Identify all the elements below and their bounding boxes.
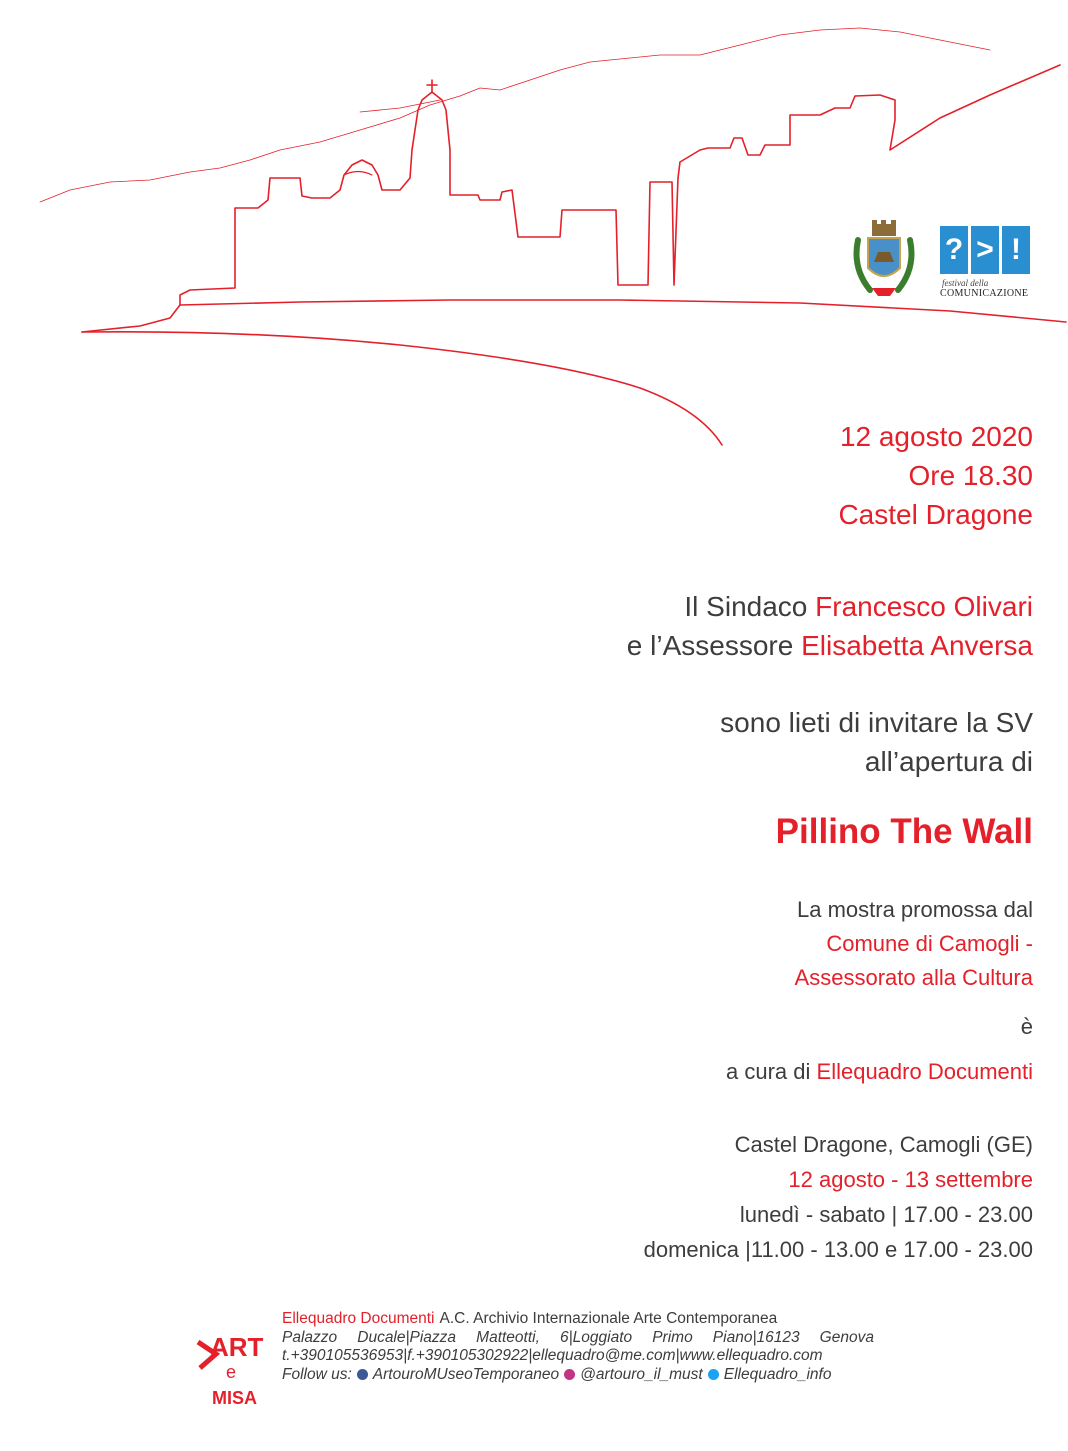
follow-label: Follow us:	[282, 1365, 352, 1383]
mayor-title: Il Sindaco	[684, 591, 808, 622]
footer-address-line	[282, 1329, 874, 1348]
footer-org-name: Ellequadro Documenti	[282, 1310, 435, 1327]
logo-e-text: e	[226, 1362, 237, 1382]
footer-org-desc: A.C. Archivio Internazionale Arte Contemporanea	[439, 1310, 778, 1327]
footer-contacts	[282, 1310, 874, 1384]
logo-misa-text: MISA	[212, 1388, 257, 1408]
venue-hours-weekday: lunedì - sabato | 17.00 - 23.00	[739, 1202, 1033, 1227]
mayor-name: Francesco Olivari	[815, 591, 1033, 622]
footer-address-part: 6|Loggiato	[560, 1328, 633, 1346]
logo-art-text: ART	[210, 1332, 264, 1362]
footer-address-part: Primo	[652, 1328, 693, 1346]
promotion-connector: è	[1020, 1014, 1033, 1039]
venue-dates: 12 agosto - 13 settembre	[788, 1167, 1033, 1192]
event-info	[838, 417, 1033, 534]
arte-e-misa-logo	[196, 1312, 266, 1416]
host-mayor	[627, 587, 1033, 626]
councillor-name: Elisabetta Anversa	[801, 630, 1033, 661]
exhibition-title: Pillino The Wall	[775, 812, 1033, 851]
event-date: 12 agosto 2020	[839, 421, 1033, 452]
venue-location: Castel Dragone, Camogli (GE)	[734, 1132, 1033, 1157]
host-councillor	[627, 626, 1033, 665]
footer-address-part: Piano|16123	[712, 1328, 800, 1346]
festival-exclamation: !	[1002, 226, 1030, 274]
invite-line-2: all’apertura di	[864, 746, 1033, 777]
venue-info	[644, 1127, 1033, 1267]
event-place: Castel Dragone	[838, 499, 1033, 530]
curator-line	[726, 1055, 1033, 1089]
hosts	[627, 587, 1033, 665]
footer-social-line	[282, 1366, 874, 1385]
footer-address-part: Genova	[819, 1328, 874, 1346]
footer-address-part: Palazzo	[282, 1328, 338, 1346]
promotion-line-1: La mostra promossa dal	[797, 897, 1033, 922]
councillor-title: e l’Assessore	[626, 630, 794, 661]
twitter-handle[interactable]: Ellequadro_info	[723, 1365, 832, 1383]
footer-org-line	[282, 1310, 874, 1329]
facebook-icon	[357, 1369, 368, 1380]
invite-line-1: sono lieti di invitare la SV	[720, 707, 1033, 738]
festival-tagline-big: COMUNICAZIONE	[940, 288, 1029, 299]
festival-comunicazione-logo	[940, 226, 1032, 304]
promotion-text	[795, 893, 1033, 995]
curator-name: Ellequadro Documenti	[816, 1059, 1033, 1084]
event-time: Ore 18.30	[908, 460, 1033, 491]
promotion-line-3: Assessorato alla Cultura	[794, 965, 1033, 990]
footer-contacts-line	[282, 1347, 874, 1366]
footer-address-part: Matteotti,	[476, 1328, 540, 1346]
festival-tagline-small: festival della	[942, 278, 989, 288]
invitation-text	[720, 703, 1033, 781]
facebook-handle[interactable]: ArtouroMUseoTemporaneo	[372, 1365, 560, 1383]
promotion-line-2: Comune di Camogli -	[826, 931, 1033, 956]
twitter-icon	[708, 1369, 719, 1380]
venue-hours-sunday: domenica |11.00 - 13.00 e 17.00 - 23.00	[643, 1237, 1033, 1262]
instagram-handle[interactable]: @artouro_il_must	[580, 1365, 703, 1383]
coat-of-arms-logo	[850, 218, 918, 300]
curator-prefix: a cura di	[726, 1059, 811, 1084]
footer-contacts-text: t.+390105536953|f.+390105302922|ellequadro@me.com|www.ellequadro.com	[282, 1347, 823, 1364]
festival-question-mark: ?	[940, 226, 968, 274]
instagram-icon	[564, 1369, 575, 1380]
festival-arrow: >	[971, 226, 999, 274]
footer-address-part: Ducale|Piazza	[357, 1328, 457, 1346]
